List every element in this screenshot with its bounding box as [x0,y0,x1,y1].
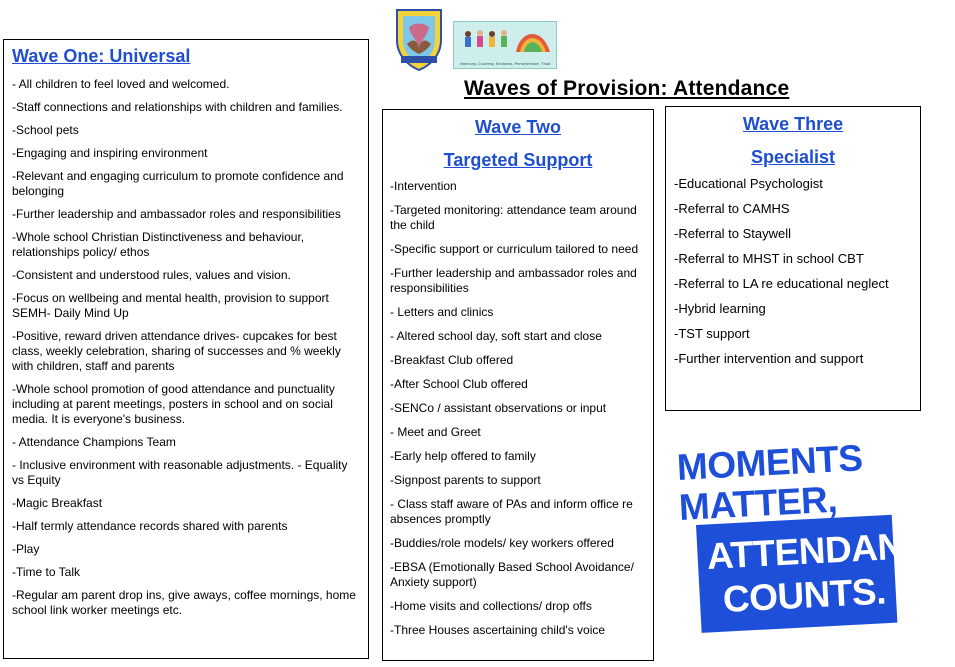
list-item: -Intervention [390,179,457,193]
list-item: -Three Houses ascertaining child's voice [390,623,606,637]
list-item: -Further intervention and support [674,351,864,366]
list-item: -Home visits and collections/ drop offs [390,599,592,613]
slogan-line: COUNTS. [721,570,887,620]
page-title: Waves of Provision: Attendance [464,77,790,100]
wave-one-title: Wave One: Universal [12,46,191,66]
list-item: -After School Club offered [390,377,528,391]
school-crest-logo [391,6,447,72]
list-item: - Attendance Champions Team [12,435,176,449]
list-item: -Relevant and engaging curriculum to promote confidence and belonging [12,169,344,198]
list-item: -EBSA (Emotionally Based School Avoidance/ Anxiety support) [390,560,634,589]
list-item: -Magic Breakfast [12,496,103,510]
slogan-line: ATTENDANCE [705,523,955,577]
wave-three-subtitle: Specialist [750,147,836,167]
wave-three-panel [665,106,921,411]
list-item: - Altered school day, soft start and close [390,329,602,343]
list-item: -Consistent and understood rules, values and vision. [12,268,291,282]
list-item: -Further leadership and ambassador roles and responsibilities [12,207,341,221]
list-item: -Referral to LA re educational neglect [674,276,889,291]
wave-two-panel [382,109,654,661]
list-item: - Meet and Greet [390,425,481,439]
list-item: -Hybrid learning [674,301,766,316]
wave-three-title: Wave Three [742,114,844,134]
list-item: -Whole school Christian Distinctiveness and behaviour, relationships policy/ ethos [12,230,305,259]
list-item: - Letters and clinics [390,305,494,319]
wave-one-panel [3,39,369,659]
slogan-line: MOMENTS [675,437,864,488]
list-item: -Early help offered to family [390,449,536,463]
list-item: -School pets [12,123,79,137]
wave-two-title: Wave Two [474,117,561,137]
list-item: -Engaging and inspiring environment [12,146,208,160]
list-item: -Half termly attendance records shared with parents [12,519,288,533]
moments-matter-slogan [670,437,955,640]
list-item: -Referral to MHST in school CBT [674,251,864,266]
wave-two-subtitle: Targeted Support [443,150,593,170]
list-item: -SENCo / assistant observations or input [390,401,607,415]
slogan-line: MATTER, [677,478,839,528]
list-item: -Educational Psychologist [674,176,823,191]
list-item: -Play [12,542,40,556]
list-item: -Referral to Staywell [674,226,792,241]
list-item: -TST support [674,326,750,341]
list-item: -Focus on wellbeing and mental health, provision to support SEMH- Daily Mind Up [12,291,329,320]
list-item: -Referral to CAMHS [674,201,790,216]
banner-text: Harmony, Courtesy, Kindness, Perseverance, Trust [459,61,551,66]
list-item: -Whole school promotion of good attendance and punctuality including at parent meetings, posters in school and on social media. It is everyone's business. [12,382,335,426]
list-item: -Breakfast Club offered [390,353,514,367]
school-values-banner-logo [453,21,557,69]
list-item: -Staff connections and relationships with children and families. [12,100,343,114]
list-item: -Further leadership and ambassador roles and responsibilities [390,266,637,295]
list-item: - All children to feel loved and welcomed. [12,77,230,91]
list-item: -Specific support or curriculum tailored to need [390,242,639,256]
list-item: - Inclusive environment with reasonable adjustments. - Equality vs Equity [12,458,348,487]
list-item: -Targeted monitoring: attendance team around the child [390,203,637,232]
list-item: -Positive, reward driven attendance drives- cupcakes for best class, weekly celebration, sharing of successes and % weekly with children, staff and parents [12,329,341,373]
list-item: -Buddies/role models/ key workers offered [390,536,614,550]
list-item: - Class staff aware of PAs and inform office re absences promptly [390,497,633,526]
list-item: -Signpost parents to support [390,473,541,487]
list-item: -Time to Talk [12,565,81,579]
list-item: -Regular am parent drop ins, give aways, coffee mornings, home school link worker meetings etc. [12,588,356,617]
